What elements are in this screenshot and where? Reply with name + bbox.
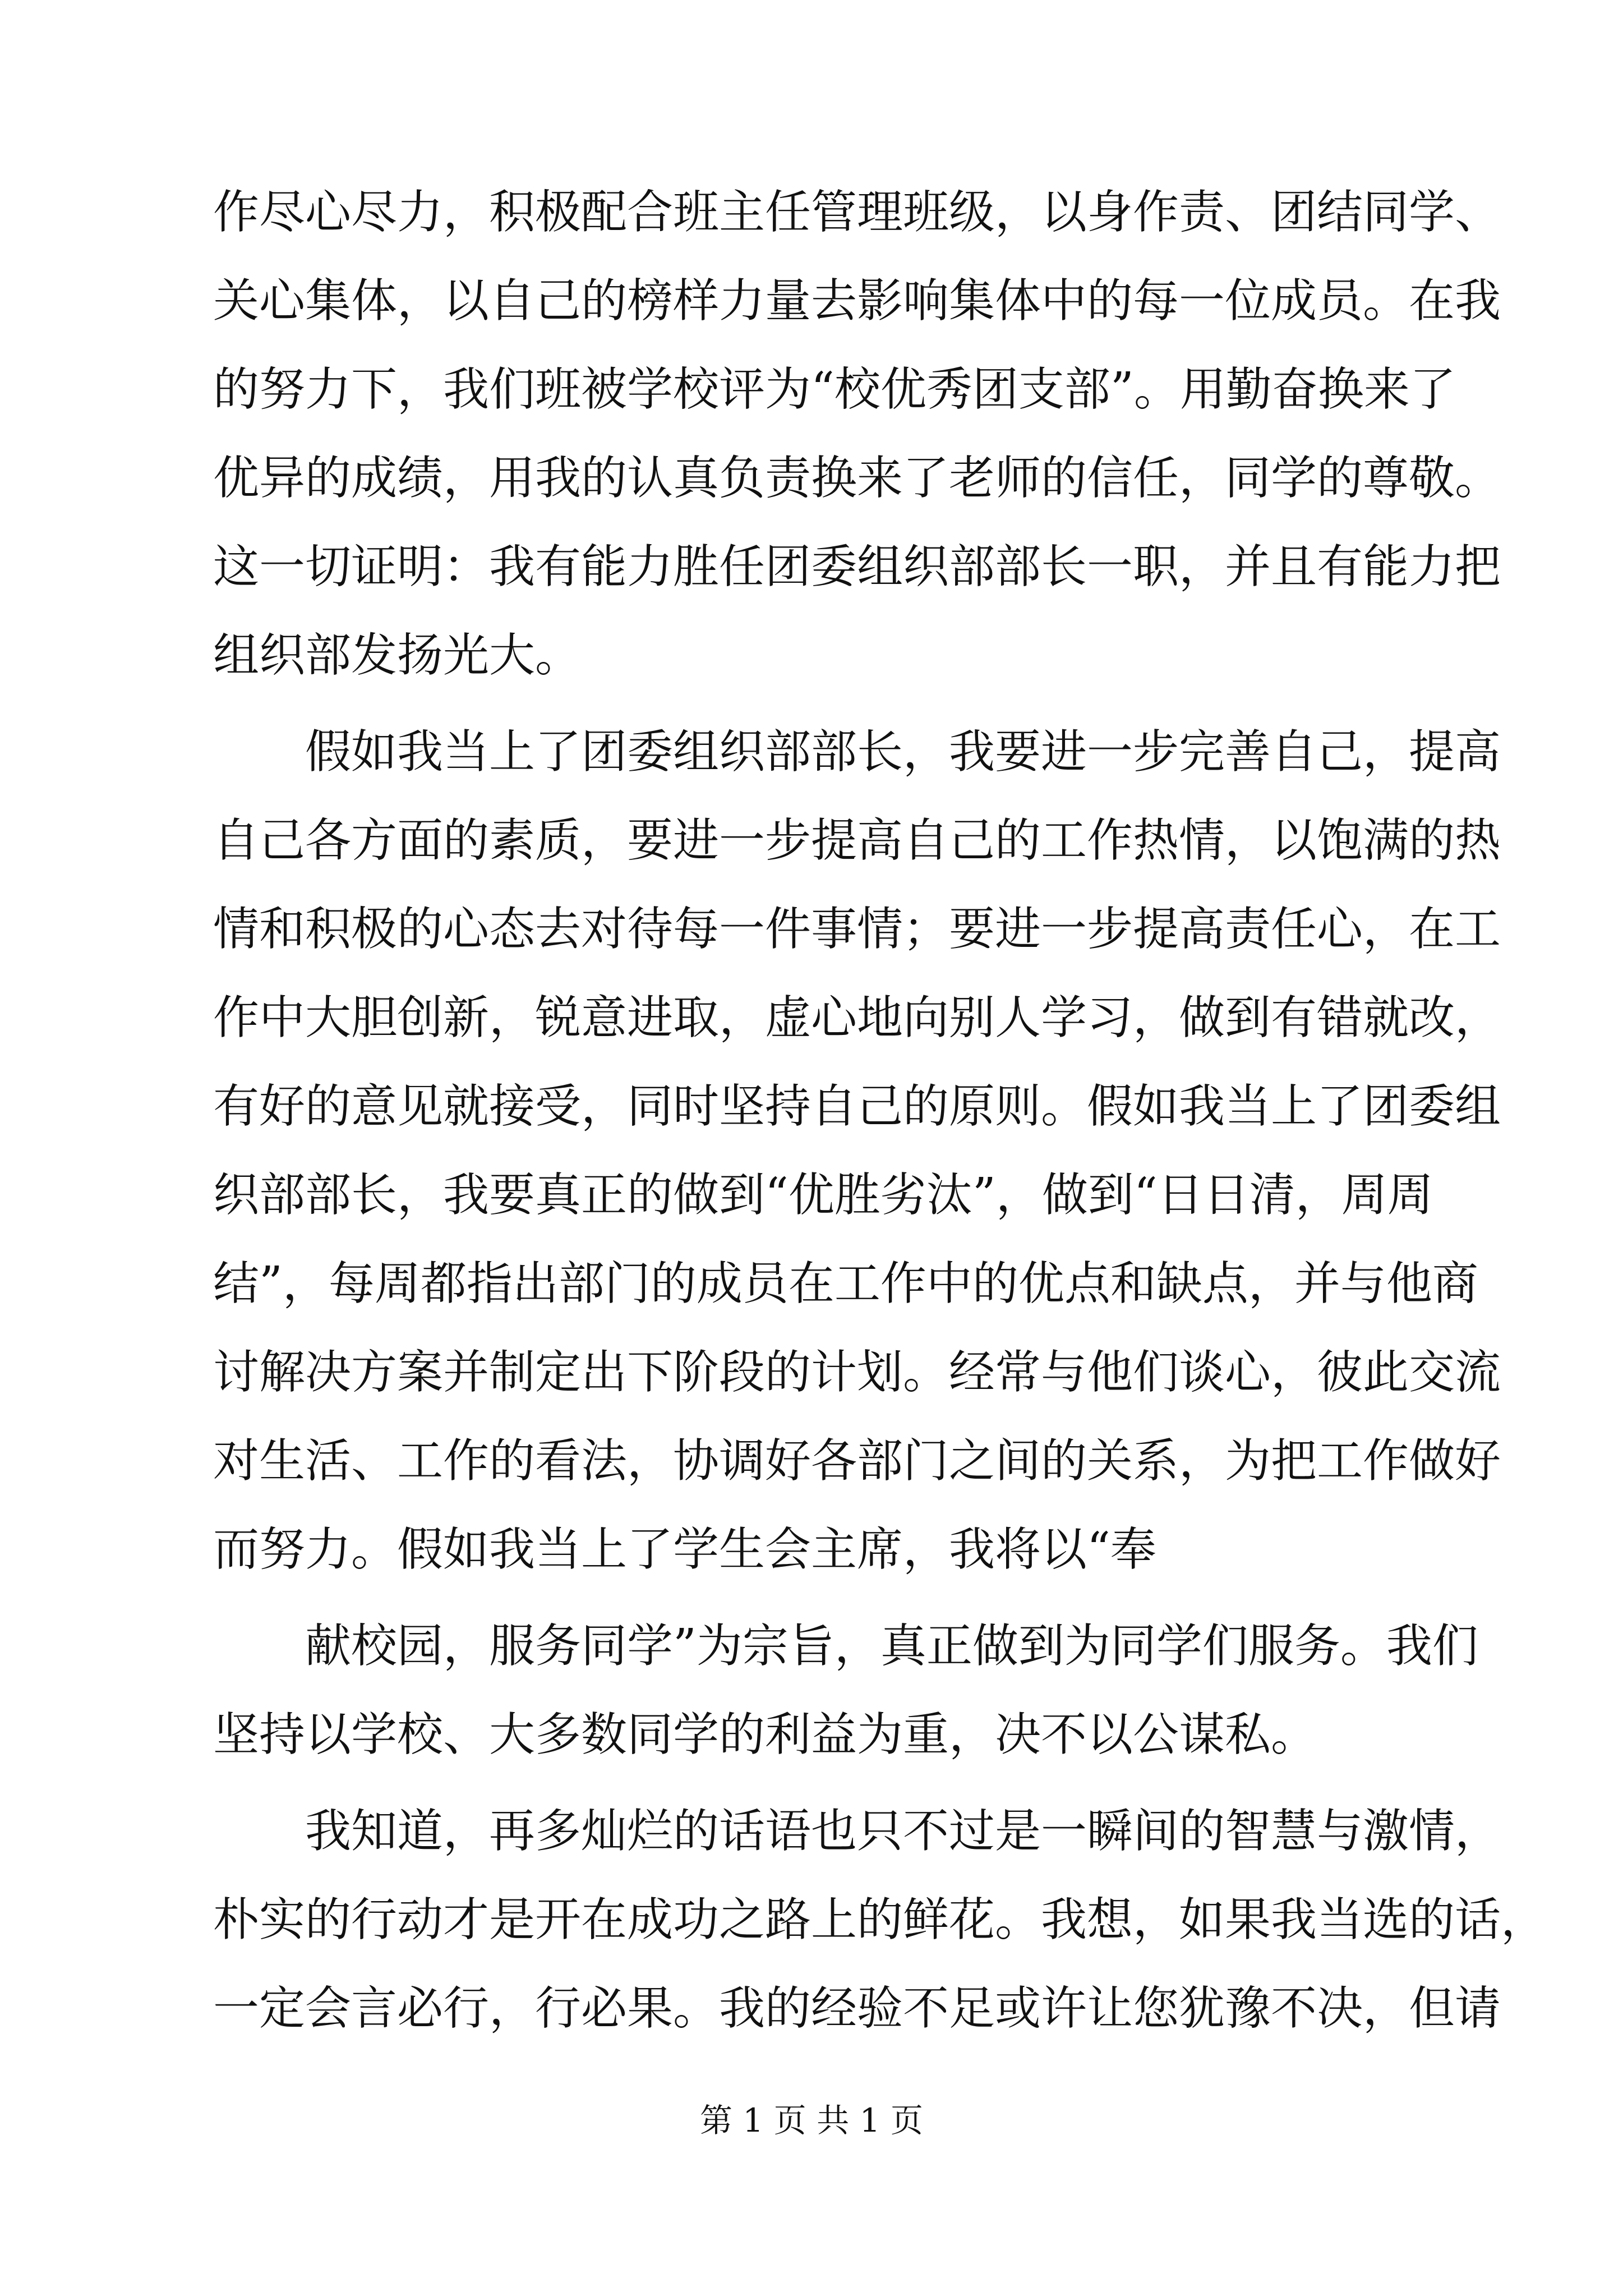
paragraph: [213, 168, 1501, 700]
text-line: 一定会言必行，行必果。我的经验不足或许让您犹豫不决，但请: [213, 1982, 1501, 2035]
text-line: 这一切证明：我有能力胜任团委组织部部长一职，并且有能力把: [213, 540, 1501, 593]
text-line: 关心集体，以自己的榜样力量去影响集体中的每一位成员。在我: [213, 274, 1501, 328]
text-line: 而努力。假如我当上了学生会主席，我将以“奉: [213, 1523, 1156, 1576]
page-footer: 第 1 页 共 1 页: [700, 2101, 923, 2139]
paragraph-gap: [213, 700, 1424, 708]
text-line: 献校园，服务同学”为宗旨，真正做到为同学们服务。我们: [305, 1619, 1478, 1673]
document-body: [213, 168, 1547, 2053]
text-line: 朴实的行动才是开在成功之路上的鲜花。我想，如果我当选的话，: [213, 1893, 1547, 1947]
text-line: 我知道，再多灿烂的话语也只不过是一瞬间的智慧与激情，: [305, 1805, 1501, 1858]
paragraph: [213, 1787, 1547, 2053]
paragraph-gap: [213, 1594, 1424, 1602]
text-line: 作中大胆创新，锐意进取，虚心地向别人学习，做到有错就改，: [213, 991, 1501, 1045]
text-line: 优异的成绩，用我的认真负责换来了老师的信任，同学的尊敬。: [213, 452, 1501, 505]
text-line: 作尽心尽力，积极配合班主任管理班级，以身作责、团结同学、: [213, 186, 1501, 239]
text-line: 对生活、工作的看法，协调好各部门之间的关系，为把工作做好: [213, 1434, 1501, 1488]
text-line: 假如我当上了团委组织部部长，我要进一步完善自己，提高: [305, 725, 1501, 779]
text-line: 坚持以学校、大多数同学的利益为重，决不以公谋私。: [213, 1708, 1317, 1761]
text-line: 自己各方面的素质，要进一步提高自己的工作热情，以饱满的热: [213, 814, 1501, 867]
text-line: 结”，每周都指出部门的成员在工作中的优点和缺点，并与他商: [213, 1257, 1478, 1310]
text-line: 情和积极的心态去对待每一件事情；要进一步提高责任心，在工: [213, 903, 1501, 956]
text-line: 组织部发扬光大。: [213, 629, 582, 682]
paragraph-gap: [213, 1779, 1424, 1787]
paragraph: [213, 708, 1501, 1594]
text-line: 的努力下，我们班被学校评为“校优秀团支部”。用勤奋换来了: [213, 363, 1456, 416]
text-line: 有好的意见就接受，同时坚持自己的原则。假如我当上了团委组: [213, 1080, 1501, 1133]
text-line: 讨解决方案并制定出下阶段的计划。经常与他们谈心，彼此交流: [213, 1346, 1501, 1399]
paragraph: [213, 1602, 1478, 1779]
text-line: 织部部长，我要真正的做到“优胜劣汰”，做到“日日清，周周: [213, 1168, 1433, 1222]
